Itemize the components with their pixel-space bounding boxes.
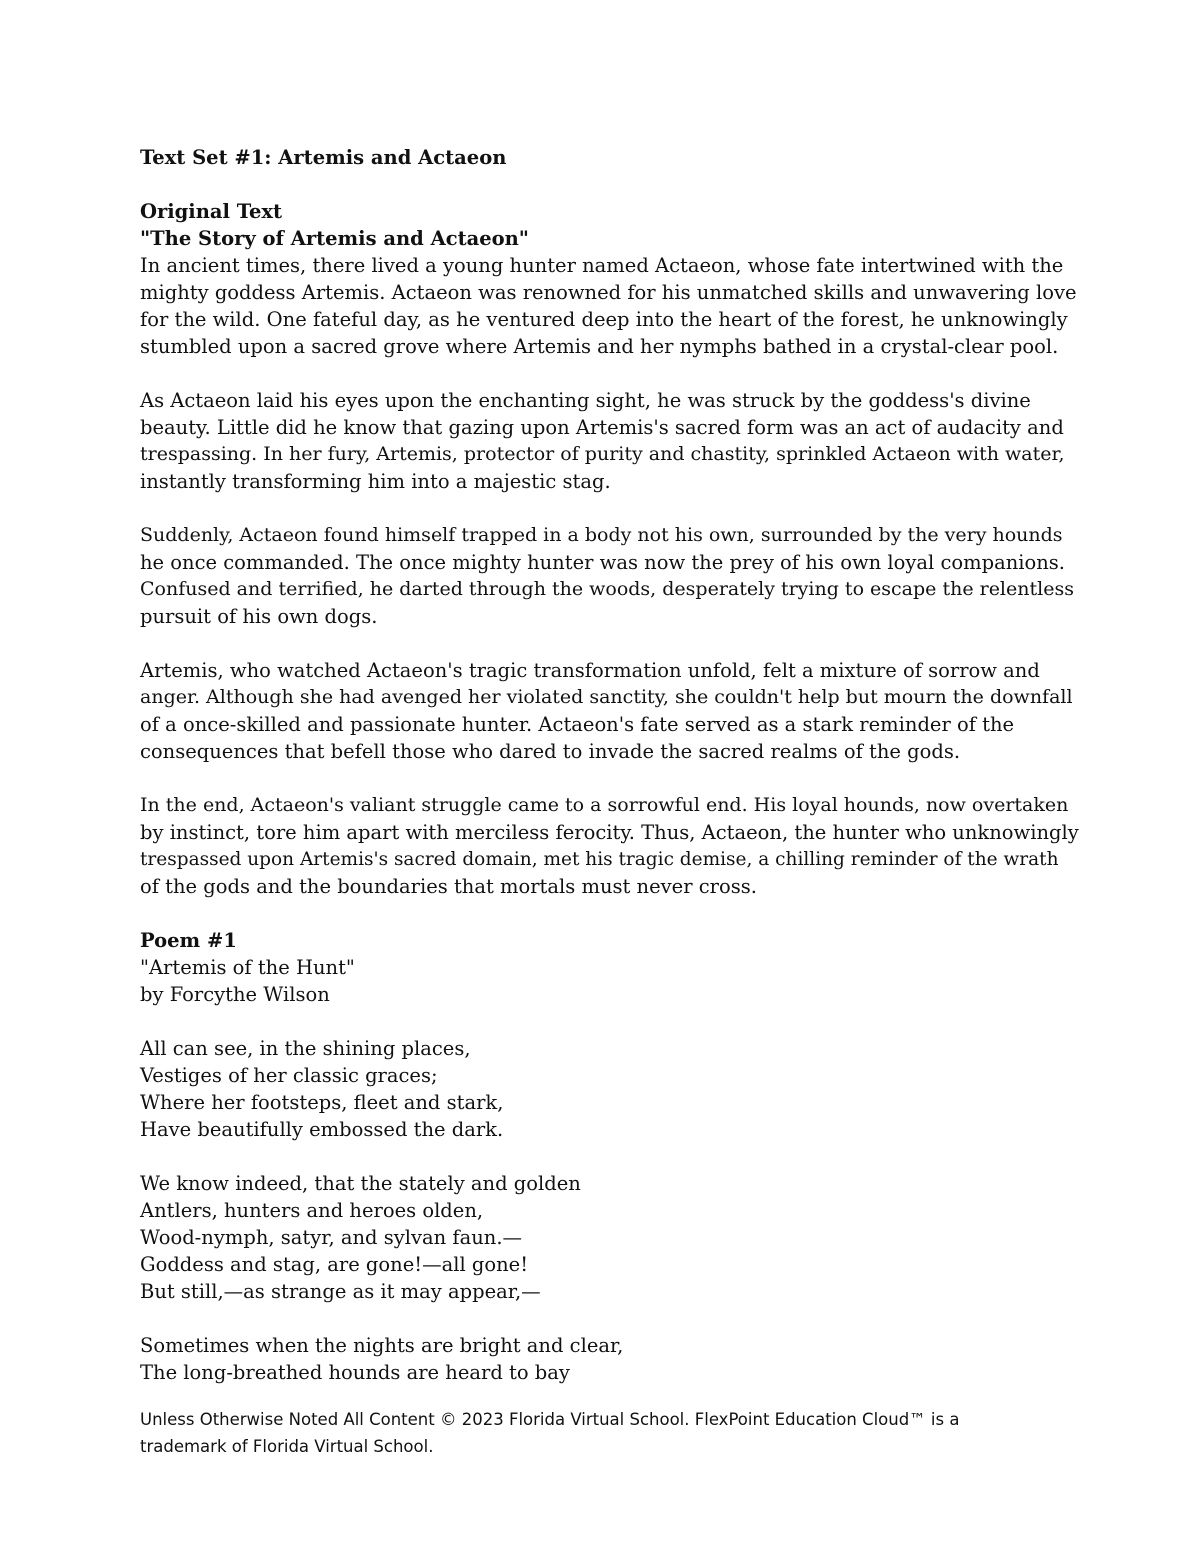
story-paragraph-1 <box>140 252 1080 360</box>
paragraph-line: by instinct, tore him apart with merciless ferocity. Thus, Actaeon, the hunter who unknowingly <box>140 821 1079 844</box>
poem-stanza-3 <box>140 1332 1080 1386</box>
footer-line: trademark of Florida Virtual School. <box>140 1437 434 1456</box>
poem-line: Goddess and stag, are gone!—all gone! <box>140 1253 529 1276</box>
paragraph-line: instantly transforming him into a majestic stag. <box>140 470 611 493</box>
poem-author: by Forcythe Wilson <box>140 983 330 1006</box>
story-paragraph-2 <box>140 387 1080 495</box>
paragraph-line: beauty. Little did he know that gazing upon Artemis's sacred form was an act of audacity and <box>140 416 1064 439</box>
paragraph-line: trespassing. In her fury, Artemis, protector of purity and chastity, sprinkled Actaeon with water, <box>140 443 1065 465</box>
paragraph-line: he once commanded. The once mighty hunter was now the prey of his own loyal companions. <box>140 551 1066 574</box>
story-title: "The Story of Artemis and Actaeon" <box>140 227 529 250</box>
poem-line: Antlers, hunters and heroes olden, <box>140 1199 484 1222</box>
poem-line: Have beautifully embossed the dark. <box>140 1118 504 1141</box>
poem-stanza-2 <box>140 1170 1080 1305</box>
poem-title: "Artemis of the Hunt" <box>140 956 355 979</box>
copyright-footer <box>140 1406 1080 1460</box>
poem-line: But still,—as strange as it may appear,— <box>140 1280 541 1303</box>
paragraph-line: In the end, Actaeon's valiant struggle came to a sorrowful end. His loyal hounds, now overtaken <box>140 794 1069 816</box>
paragraph-line: of a once-skilled and passionate hunter. Actaeon's fate served as a stark reminder of the <box>140 713 1015 736</box>
paragraph-line: trespassed upon Artemis's sacred domain, met his tragic demise, a chilling reminder of the wrath <box>140 849 1059 870</box>
poem-line: Where her footsteps, fleet and stark, <box>140 1091 504 1114</box>
spacer <box>140 1305 1080 1332</box>
poem-stanza-1 <box>140 1035 1080 1143</box>
document-body <box>140 144 1080 1386</box>
spacer <box>140 1143 1080 1170</box>
paragraph-line: mighty goddess Artemis. Actaeon was renowned for his unmatched skills and unwavering love <box>140 281 1077 304</box>
spacer <box>140 171 1080 198</box>
spacer <box>140 1008 1080 1035</box>
paragraph-line: consequences that befell those who dared to invade the sacred realms of the gods. <box>140 740 961 763</box>
paragraph-line: In ancient times, there lived a young hunter named Actaeon, whose fate intertwined with the <box>140 254 1064 277</box>
story-paragraph-5 <box>140 792 1080 900</box>
spacer <box>140 900 1080 927</box>
spacer <box>140 765 1080 792</box>
paragraph-line: anger. Although she had avenged her violated sanctity, she couldn't help but mourn the downfall <box>140 686 1073 708</box>
original-text-heading: Original Text <box>140 200 283 223</box>
text-set-title: Text Set #1: Artemis and Actaeon <box>140 146 507 169</box>
spacer <box>140 630 1080 657</box>
paragraph-line: for the wild. One fateful day, as he ventured deep into the heart of the forest, he unknowingly <box>140 308 1068 331</box>
paragraph-line: Suddenly, Actaeon found himself trapped in a body not his own, surrounded by the very hounds <box>140 524 1063 546</box>
poem-line: The long-breathed hounds are heard to bay <box>140 1361 570 1384</box>
paragraph-line: of the gods and the boundaries that mortals must never cross. <box>140 875 757 898</box>
poem-heading: Poem #1 <box>140 929 237 952</box>
poem-line: Wood-nymph, satyr, and sylvan faun.— <box>140 1226 523 1249</box>
poem-line: Sometimes when the nights are bright and clear, <box>140 1334 624 1357</box>
spacer <box>140 360 1080 387</box>
paragraph-line: As Actaeon laid his eyes upon the enchanting sight, he was struck by the goddess's divine <box>140 389 1031 412</box>
poem-line: Vestiges of her classic graces; <box>140 1064 438 1087</box>
paragraph-line: pursuit of his own dogs. <box>140 605 378 628</box>
poem-line: We know indeed, that the stately and golden <box>140 1172 581 1195</box>
paragraph-line: stumbled upon a sacred grove where Artemis and her nymphs bathed in a crystal-clear pool. <box>140 335 1059 358</box>
paragraph-line: Confused and terrified, he darted through the woods, desperately trying to escape the relentless <box>140 578 1074 600</box>
story-paragraph-3 <box>140 522 1080 630</box>
paragraph-line: Artemis, who watched Actaeon's tragic transformation unfold, felt a mixture of sorrow and <box>140 659 1040 682</box>
footer-line: Unless Otherwise Noted All Content © 2023 Florida Virtual School. FlexPoint Education Cloud™ is a <box>140 1410 960 1429</box>
story-paragraph-4 <box>140 657 1080 765</box>
spacer <box>140 495 1080 522</box>
poem-line: All can see, in the shining places, <box>140 1037 471 1060</box>
